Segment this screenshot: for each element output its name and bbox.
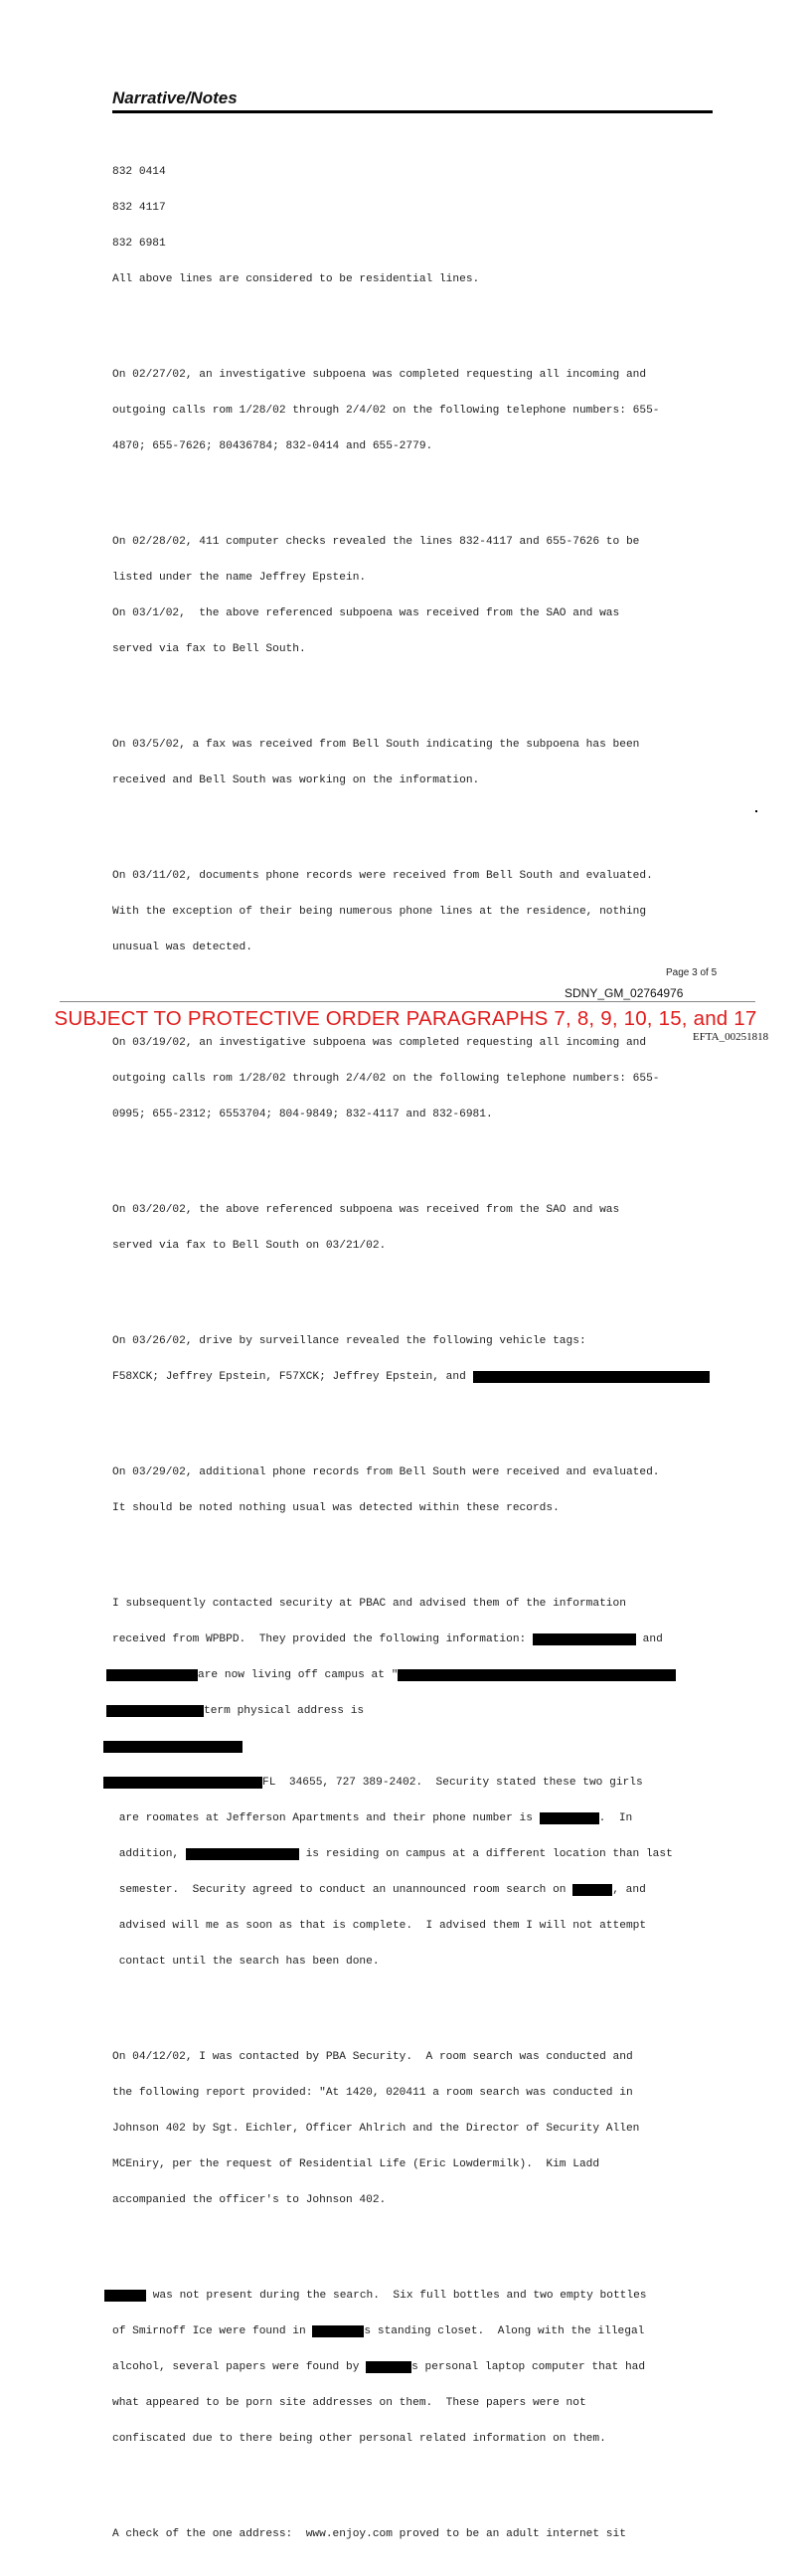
redaction-block <box>366 2361 411 2373</box>
text-line: 0995; 655-2312; 6553704; 804-9849; 832-4117 and 832-6981. <box>112 1109 493 1120</box>
redaction-block <box>398 1669 676 1681</box>
redaction-block <box>103 1741 243 1753</box>
text-line <box>112 1669 748 1681</box>
text-line <box>112 1705 748 1717</box>
text-line: On 03/29/02, additional phone records from Bell South were received and evaluated. <box>112 1466 660 1478</box>
text-line: 832 6981 <box>112 238 166 250</box>
text-line: contact until the search has been done. <box>112 1956 380 1968</box>
text-line: outgoing calls rom 1/28/02 through 2/4/02 on the following telephone numbers: 655- <box>112 405 660 417</box>
text-span: term physical address is <box>204 1705 365 1717</box>
text-line <box>112 1633 748 1645</box>
text-line: With the exception of their being numerous phone lines at the residence, nothing <box>112 906 647 918</box>
text-span: was not present during the search. Six full bottles and two empty bottles <box>146 2290 647 2302</box>
text-span: s personal laptop computer that had <box>411 2361 646 2373</box>
text-line <box>112 2325 748 2337</box>
text-span: alcohol, several papers were found by <box>112 2361 367 2373</box>
text-line: All above lines are considered to be residential lines. <box>112 273 480 285</box>
text-line: served via fax to Bell South on 03/21/02. <box>112 1240 387 1252</box>
text-span: received from WPBPD. They provided the following information: <box>112 1633 533 1645</box>
text-line: unusual was detected. <box>112 942 252 953</box>
redaction-block <box>473 1371 710 1383</box>
redaction-block <box>103 1777 262 1789</box>
text-line: On 04/12/02, I was contacted by PBA Security. A room search was conducted and <box>112 2051 633 2063</box>
text-line: what appeared to be porn site addresses on them. These papers were not <box>112 2397 586 2409</box>
text-line: accompanied the officer's to Johnson 402. <box>112 2194 387 2206</box>
text-span: , and <box>612 1884 646 1896</box>
page-number: Page 3 of 5 <box>666 967 718 978</box>
redaction-block <box>572 1884 612 1896</box>
redaction-block <box>533 1633 636 1645</box>
text-line <box>112 1812 748 1824</box>
efta-number: EFTA_00251818 <box>693 1031 769 1043</box>
text-span: addition, <box>112 1848 186 1860</box>
text-line <box>112 1741 748 1753</box>
text-line: On 02/27/02, an investigative subpoena was completed requesting all incoming and <box>112 369 647 381</box>
text-span: are roomates at Jefferson Apartments and their phone number is <box>112 1812 540 1824</box>
text-span: of Smirnoff Ice were found in <box>112 2325 313 2337</box>
text-line <box>112 1884 748 1896</box>
text-line: outgoing calls rom 1/28/02 through 2/4/02 on the following telephone numbers: 655- <box>112 1073 660 1085</box>
text-line: On 03/5/02, a fax was received from Bell South indicating the subpoena has been <box>112 739 640 751</box>
bates-number: SDNY_GM_02764976 <box>565 986 684 1000</box>
redaction-block <box>186 1848 299 1860</box>
text-span: F58XCK; Jeffrey Epstein, F57XCK; Jeffrey Epstein, and <box>112 1371 473 1383</box>
text-line: 832 4117 <box>112 202 166 214</box>
text-line <box>112 2290 748 2302</box>
text-line: 832 0414 <box>112 166 166 178</box>
text-line: confiscated due to there being other personal related information on them. <box>112 2433 606 2445</box>
text-line: served via fax to Bell South. <box>112 643 306 655</box>
text-line: On 03/19/02, an investigative subpoena was completed requesting all incoming and <box>112 1037 647 1049</box>
text-line: received and Bell South was working on the information. <box>112 774 480 786</box>
text-span: s standing closet. Along with the illegal <box>364 2325 645 2337</box>
text-span: and <box>635 1633 663 1645</box>
text-line: 4870; 655-7626; 80436784; 832-0414 and 655-2779. <box>112 440 433 452</box>
redaction-block <box>312 2325 364 2337</box>
text-line: listed under the name Jeffrey Epstein. <box>112 572 367 584</box>
footer-rule <box>60 1001 755 1002</box>
text-line: It should be noted nothing usual was detected within these records. <box>112 1502 560 1514</box>
text-line: On 03/11/02, documents phone records were received from Bell South and evaluated. <box>112 870 653 882</box>
text-line <box>112 1848 748 1860</box>
text-line: the following report provided: "At 1420, 020411 a room search was conducted in <box>112 2087 633 2099</box>
redaction-block <box>104 2290 146 2302</box>
protective-order-notice: SUBJECT TO PROTECTIVE ORDER PARAGRAPHS 7, 8, 9, 10, 15, and 17 <box>54 1007 757 1030</box>
text-line: Johnson 402 by Sgt. Eichler, Officer Ahlrich and the Director of Security Allen <box>112 2123 640 2135</box>
text-line: advised will me as soon as that is complete. I advised them I will not attempt <box>112 1920 647 1932</box>
text-line: I subsequently contacted security at PBAC and advised them of the information <box>112 1598 626 1610</box>
redaction-block <box>106 1669 198 1681</box>
text-span: . In <box>598 1812 633 1824</box>
heading-rule <box>112 110 713 113</box>
text-line <box>112 2361 748 2373</box>
text-span: are now living off campus at " <box>198 1669 399 1681</box>
text-line: A check of the one address: www.enjoy.com proved to be an adult internet sit <box>112 2528 626 2540</box>
text-line: MCEniry, per the request of Residential Life (Eric Lowdermilk). Kim Ladd <box>112 2158 600 2170</box>
text-line: On 03/26/02, drive by surveillance revealed the following vehicle tags: <box>112 1335 586 1347</box>
text-span: semester. Security agreed to conduct an unannounced room search on <box>112 1884 573 1896</box>
section-heading: Narrative/Notes <box>112 88 238 107</box>
text-span: FL 34655, 727 389-2402. Security stated these two girls <box>262 1777 643 1789</box>
redaction-block <box>106 1705 204 1717</box>
narrative-body <box>112 118 748 2576</box>
text-line <box>112 1777 748 1789</box>
text-line: On 02/28/02, 411 computer checks revealed the lines 832-4117 and 655-7626 to be <box>112 536 640 548</box>
redaction-block <box>540 1812 599 1824</box>
text-line: On 03/1/02, the above referenced subpoena was received from the SAO and was <box>112 607 620 619</box>
text-line <box>112 1371 748 1383</box>
text-span: is residing on campus at a different location than last <box>298 1848 673 1860</box>
text-line: On 03/20/02, the above referenced subpoena was received from the SAO and was <box>112 1204 620 1216</box>
stray-mark <box>755 810 757 812</box>
